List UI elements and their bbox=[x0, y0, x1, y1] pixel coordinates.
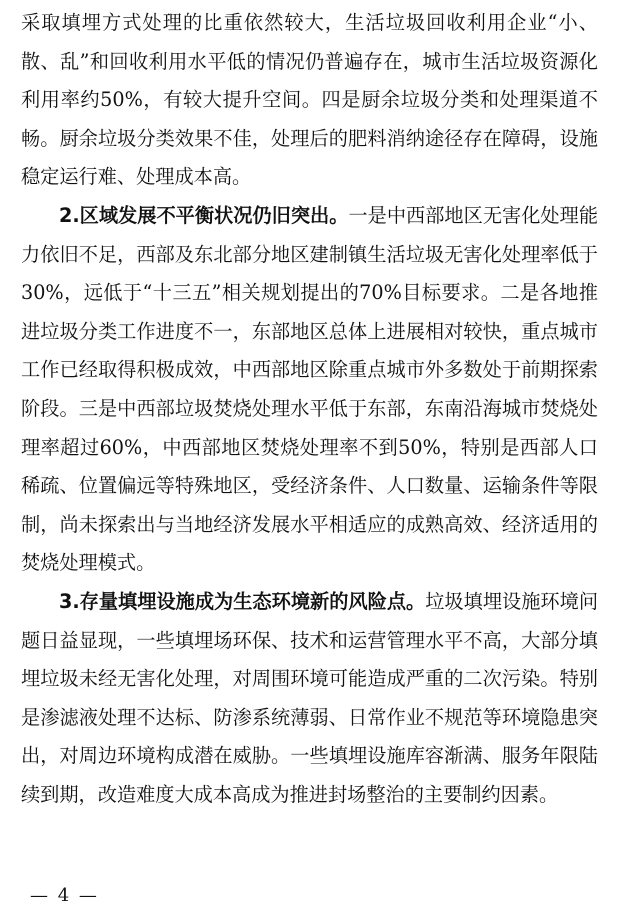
paragraph-heading: 3.存量填埋设施成为生态环境新的风险点。 bbox=[59, 589, 426, 613]
paragraph-text: 一是中西部地区无害化处理能力依旧不足，西部及东北部分地区建制镇生活垃圾无害化处理率低于30%，远低于“十三五”相关规划提出的70%目标要求。二是各地推进垃圾分类工作进度不一，东部地区总体上进展相对较快，重点城市工作已经取得积极成效，中西部地区除重点城市外多数处于前期探索阶段。三是中西部垃圾焚烧处理水平低于东部，东南沿海城市焚烧处理率超过60%，中西部地区焚烧处理率不到50%，特别是西部人口稀疏、位置偏远等特殊地区，受经济条件、人口数量、运输条件等限制，尚未探索出与当地经济发展水平相适应的成熟高效、经济适用的焚烧处理模式。 bbox=[21, 203, 599, 575]
paragraph-landfill-risk bbox=[21, 583, 598, 815]
paragraph-regional-imbalance bbox=[21, 197, 598, 583]
document-body bbox=[21, 4, 598, 814]
paragraph-heading: 2.区域发展不平衡状况仍旧突出。 bbox=[59, 203, 349, 227]
paragraph-text: 采取填埋方式处理的比重依然较大，生活垃圾回收利用企业“小、散、乱”和回收利用水平低的情况仍普遍存在，城市生活垃圾资源化利用率约50%，有较大提升空间。四是厨余垃圾分类和处理渠道不畅。厨余垃圾分类效果不佳，处理后的肥料消纳途径存在障碍，设施稳定运行难、处理成本高。 bbox=[21, 11, 598, 189]
paragraph-text: 垃圾填埋设施环境问题日益显现，一些填埋场环保、技术和运营管理水平不高，大部分填埋垃圾未经无害化处理，对周围环境可能造成严重的二次污染。特别是渗滤液处理不达标、防渗系统薄弱、日常作业不规范等环境隐患突出，对周边环境构成潜在威胁。一些填埋设施库容渐满、服务年限陆续到期，改造难度大成本高成为推进封场整治的主要制约因素。 bbox=[21, 589, 599, 806]
paragraph-continuation bbox=[21, 4, 598, 197]
page-number: — 4 — bbox=[30, 885, 99, 906]
